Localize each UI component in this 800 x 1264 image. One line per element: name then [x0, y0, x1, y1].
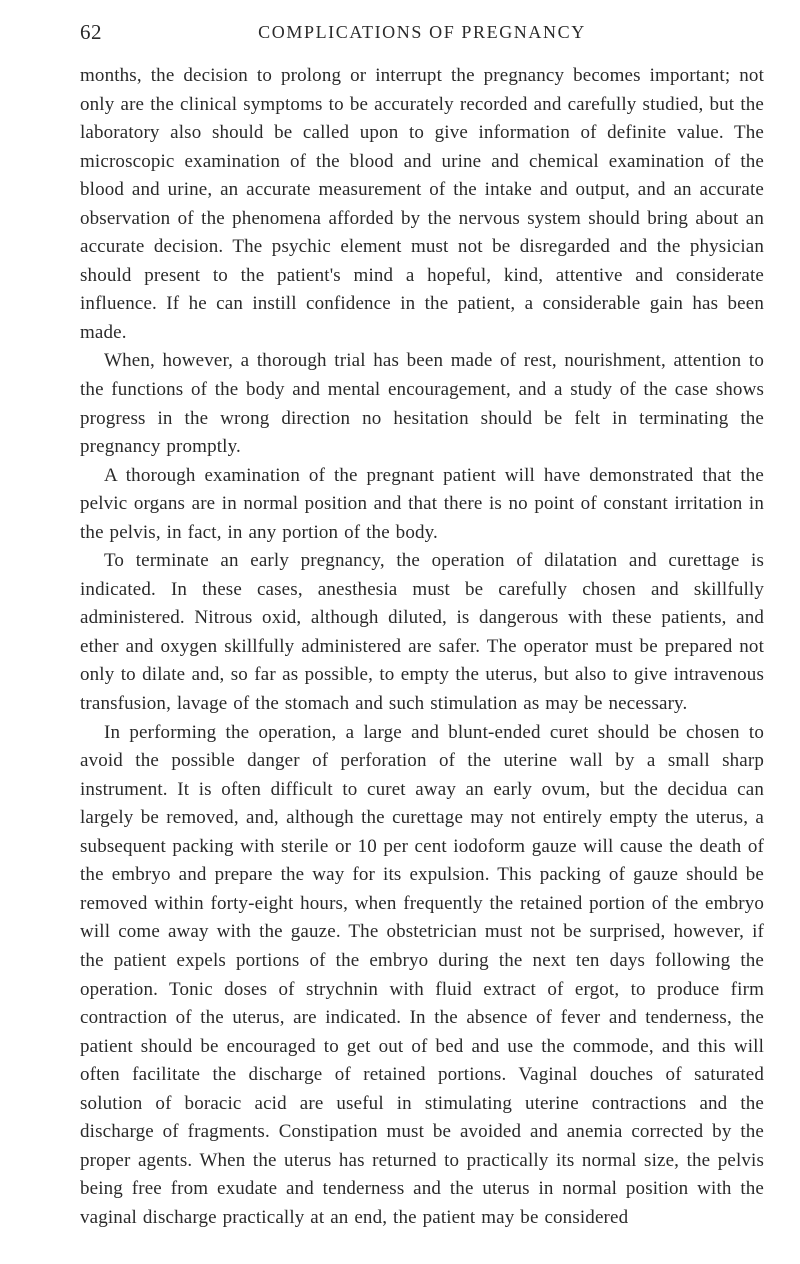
paragraph: To terminate an early pregnancy, the operation of dilatation and curettage is indicated. In these cases, anesthesia must be carefully chosen and skillfully administered. Nitrous oxid, although diluted, is dangerous with these patients, and ether and oxygen skillfully administered are safer. The operator must be prepared not only to dilate and, so far as possible, to empty the uterus, but also to give intravenous transfusion, lavage of the stomach and such stimulation as may be necessary.	[80, 550, 764, 715]
book-page	[80, 18, 764, 1232]
page-number: 62	[80, 20, 102, 44]
paragraph: months, the decision to prolong or interrupt the pregnancy becomes important; not only are the clinical symptoms to be accurately recorded and carefully studied, but the laboratory also should be called upon to give information of definite value. The microscopic examination of the blood and urine and chemical examination of the blood and urine, an accurate measurement of the intake and output, and an accurate observation of the phenomena afforded by the nervous system should bring about an accurate decision. The psychic element must not be disregarded and the physician should present to the patient's mind a hopeful, kind, attentive and considerate influence. If he can instill confidence in the patient, a considerable gain has been made.	[80, 65, 764, 343]
paragraph: A thorough examination of the pregnant patient will have demonstrated that the pelvic organs are in normal position and that there is no point of constant irritation in the pelvis, in fact, in any portion of the body.	[80, 464, 764, 543]
paragraph: In performing the operation, a large and blunt-ended curet should be chosen to avoid the possible danger of perforation of the uterine wall by a small sharp instrument. It is often difficult to curet away an early ovum, but the decidua can largely be removed, and, although the curettage may not entirely empty the uterus, a subsequent packing with sterile or 10 per cent iodoform gauze will cause the death of the embryo and prepare the way for its expulsion. This packing of gauze should be removed within forty-eight hours, when frequently the retained portion of the embryo will come away with the gauze. The obstetrician must not be surprised, however, if the patient expels portions of the embryo during the next ten days following the operation. Tonic doses of strychnin with fluid extract of ergot, to produce firm contraction of the uterus, are indicated. In the absence of fever and tenderness, the patient should be encouraged to get out of bed and use the commode, and this will often facilitate the discharge of retained portions. Vaginal douches of saturated solution of boracic acid are useful in stimulating uterine contractions and the discharge of fragments. Constipation must be avoided and anemia corrected by the proper agents. When the uterus has returned to practically its normal size, the pelvis being free from exudate and tenderness and the uterus in normal position with the vaginal discharge practically at an end, the patient may be considered	[80, 721, 764, 1228]
running-title: COMPLICATIONS OF PREGNANCY	[258, 22, 586, 42]
paragraph: When, however, a thorough trial has been made of rest, nourishment, attention to the functions of the body and mental encouragement, and a study of the case shows progress in the wrong direction no hesitation should be felt in terminating the pregnancy promptly.	[80, 350, 764, 458]
body-text	[80, 62, 764, 1232]
running-head	[80, 18, 764, 48]
